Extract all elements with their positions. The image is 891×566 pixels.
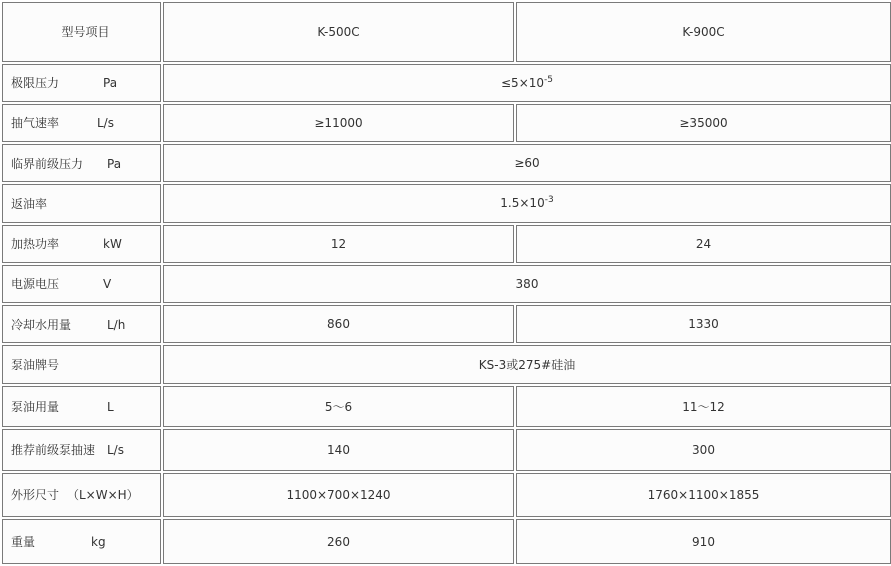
param-name: 加热功率 [11,237,60,252]
param-cell [2,104,161,142]
value-exponent: -5 [544,74,553,85]
param-name: 冷却水用量 [11,317,72,332]
table-row [2,265,891,303]
param-cell [2,225,161,263]
param-unit: L/s [97,116,114,131]
table-row [2,429,891,470]
param-cell [2,144,161,182]
header-row [2,2,891,62]
value-base: ≥60 [514,156,540,171]
value-cell: 24 [516,225,891,263]
param-cell [2,305,161,343]
value-cell: 1330 [516,305,891,343]
param-name: 泵油用量 [11,399,60,414]
value-base: ≤5×10 [501,75,545,90]
merged-value [163,64,891,102]
merged-value [163,144,891,182]
param-cell [2,184,161,222]
table-row [2,305,891,343]
param-name: 返油率 [11,196,48,211]
param-unit: kg [91,535,106,550]
table-row [2,144,891,182]
param-name: 重量 [11,535,36,550]
table-row [2,184,891,222]
param-unit: kW [103,237,122,252]
value-cell: 1100×700×1240 [163,473,514,518]
merged-value [163,184,891,222]
value-cell: ≥11000 [163,104,514,142]
param-unit: L [107,399,114,414]
param-cell [2,386,161,427]
param-cell [2,429,161,470]
param-unit: Pa [107,156,122,171]
param-name: 外形尺寸 [11,488,60,503]
param-name: 抽气速率 [11,116,60,131]
table-row [2,345,891,383]
param-unit: V [103,277,112,292]
param-cell [2,265,161,303]
model-k500c: K-500C [163,2,514,62]
model-k900c: K-900C [516,2,891,62]
table-row [2,473,891,518]
value-cell: 140 [163,429,514,470]
table-row [2,104,891,142]
param-name: 泵油牌号 [11,358,60,373]
merged-value [163,265,891,303]
param-unit: L/h [107,317,126,332]
param-unit: L/s [107,443,124,458]
value-base: KS-3或275#硅油 [478,358,576,373]
value-base: 1.5×10 [500,196,545,211]
table-row [2,519,891,564]
value-cell: 910 [516,519,891,564]
value-cell: 5～6 [163,386,514,427]
param-cell [2,519,161,564]
value-cell: 12 [163,225,514,263]
table-row [2,64,891,102]
value-cell: 260 [163,519,514,564]
param-cell [2,473,161,518]
table-row [2,386,891,427]
header-label: 型号项目 [2,2,161,62]
value-base: 380 [515,276,539,291]
table-row [2,225,891,263]
merged-value [163,345,891,383]
value-cell: 860 [163,305,514,343]
param-name: 临界前级压力 [11,156,84,171]
param-name: 极限压力 [11,76,60,91]
param-name: 电源电压 [11,277,60,292]
param-unit: Pa [103,76,118,91]
value-cell: 300 [516,429,891,470]
param-cell [2,64,161,102]
value-cell: 1760×1100×1855 [516,473,891,518]
param-cell [2,345,161,383]
value-exponent: -3 [544,195,554,206]
value-cell: 11～12 [516,386,891,427]
value-cell: ≥35000 [516,104,891,142]
param-unit: （L×W×H） [67,488,139,503]
param-name: 推荐前级泵抽速 [11,443,96,458]
